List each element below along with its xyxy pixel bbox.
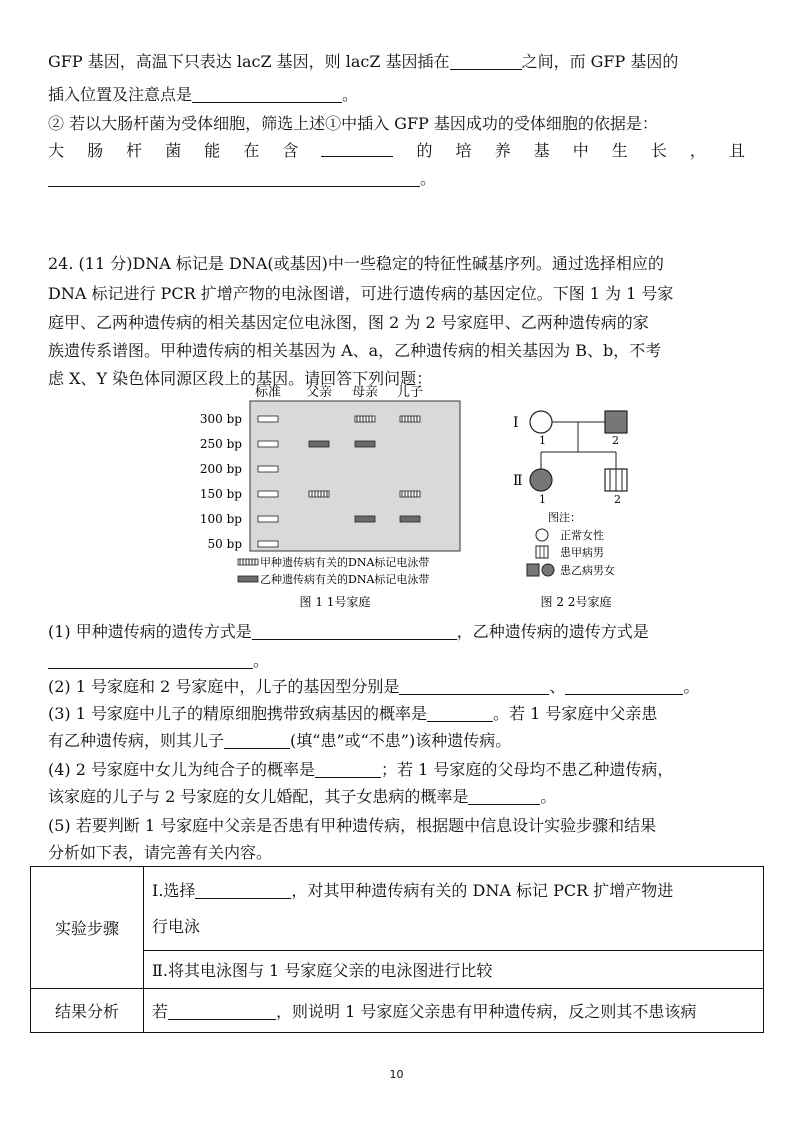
generation-label: Ⅰ (513, 415, 519, 431)
question-line (48, 786, 556, 808)
spaced-char: 中 (572, 141, 589, 160)
figure1-caption: 图 1 1号家庭 (299, 595, 371, 609)
answer-blank[interactable] (468, 788, 540, 805)
text: 。若 1 号家庭中父亲患 (493, 704, 658, 723)
question-line (48, 842, 272, 864)
yi-marker-band (309, 441, 329, 447)
standard-band (258, 466, 278, 472)
yi-marker-band (400, 516, 420, 522)
answer-blank[interactable] (315, 761, 381, 778)
spaced-char: 能 (204, 141, 221, 160)
question-line (48, 650, 269, 672)
answer-blank[interactable] (192, 86, 342, 103)
text: (2) 1 号家庭和 2 号家庭中，儿子的基因型分别是 (48, 677, 400, 696)
spaced-char: 在 (243, 141, 260, 160)
answer-blank[interactable] (48, 170, 420, 187)
column-label: 父亲 (305, 385, 333, 400)
answer-blank[interactable] (450, 53, 522, 70)
yi-marker-band (355, 441, 375, 447)
text: (1) 甲种遗传病的遗传方式是 (48, 622, 252, 641)
spread-text-line (48, 140, 745, 162)
spaced-char: 的 (416, 141, 433, 160)
spaced-char: 且 (728, 141, 745, 160)
legend-jia-label: 甲种遗传病有关的DNA标记电泳带 (260, 556, 430, 569)
text: 。 (540, 787, 557, 806)
generation-label: Ⅱ (513, 473, 523, 489)
text: ② 若以大肠杆菌为受体细胞，筛选上述①中插入 GFP 基因成功的受体细胞的依据是： (48, 114, 658, 133)
legend-title: 图注： (548, 511, 581, 524)
spaced-char: ， (689, 141, 706, 160)
text: 庭甲、乙两种遗传病的相关基因定位电泳图，图 2 为 2 号家庭甲、乙两种遗传病的家 (48, 313, 649, 332)
text: ；若 1 号家庭的父母均不患乙种遗传病， (381, 760, 674, 779)
legend-yi-label: 患乙病男女 (560, 564, 615, 577)
affected-yi-female-symbol (530, 469, 552, 491)
answer-blank[interactable] (427, 705, 493, 722)
column-label: 母亲 (351, 385, 379, 400)
text: 。 (683, 677, 700, 696)
spaced-char: 肠 (87, 141, 104, 160)
text: 行电泳 (152, 916, 201, 936)
text: DNA 标记进行 PCR 扩增产物的电泳图谱，可进行遗传病的基因定位。下图 1 为 1 号家 (48, 284, 674, 303)
spaced-char: 养 (494, 141, 511, 160)
text-line (48, 113, 658, 135)
jia-marker-band (355, 416, 375, 422)
question-stem-line (48, 340, 661, 362)
result-header: 结果分析 (31, 989, 144, 1033)
result-cell (144, 989, 764, 1033)
table-row (31, 867, 764, 951)
spaced-char: 杆 (126, 141, 143, 160)
text: GFP 基因，高温下只表达 lacZ 基因，则 lacZ 基因插在 (48, 52, 450, 71)
question-stem-line (48, 312, 649, 334)
text: 24. (11 分)DNA 标记是 DNA(或基因)中一些稳定的特征性碱基序列。通过选择相应的 (48, 254, 664, 273)
individual-number: 1 (539, 493, 546, 506)
standard-band (258, 441, 278, 447)
figure2-caption: 图 2 2号家庭 (540, 595, 612, 609)
spaced-char: 大 (48, 141, 65, 160)
step-2-cell: Ⅱ.将其电泳图与 1 号家庭父亲的电泳图进行比较 (144, 951, 764, 989)
text: (填“患”或“不患”)该种遗传病。 (290, 731, 512, 750)
normal-female-symbol (530, 411, 552, 433)
text: 分析如下表，请完善有关内容。 (48, 843, 273, 862)
text: 之间，而 GFP 基因的 (521, 52, 679, 71)
answer-blank[interactable] (195, 882, 291, 899)
answer-blank[interactable] (48, 652, 253, 669)
text: (3) 1 号家庭中儿子的精原细胞携带致病基因的概率是 (48, 704, 428, 723)
legend-normal-female-label: 正常女性 (560, 529, 604, 542)
spaced-char: 培 (455, 141, 472, 160)
legend-normal-female-icon (536, 529, 548, 541)
text-line (48, 168, 436, 190)
text-line (48, 51, 678, 73)
question-line (48, 621, 649, 643)
text: 、 (549, 677, 566, 696)
answer-blank[interactable] (399, 678, 549, 695)
gel-background (250, 401, 460, 551)
size-label: 250 bp (200, 437, 242, 451)
individual-number: 1 (539, 434, 546, 447)
text: 。 (253, 651, 270, 670)
legend-jia-swatch (238, 559, 258, 565)
column-label: 儿子 (396, 385, 424, 400)
jia-marker-band (400, 491, 420, 497)
text: (4) 2 号家庭中女儿为纯合子的概率是 (48, 760, 316, 779)
question-line (48, 815, 656, 837)
text-line (48, 84, 358, 106)
spaced-char: 生 (611, 141, 628, 160)
spaced-char: 基 (533, 141, 550, 160)
legend-yi-female-icon (542, 564, 554, 576)
standard-band (258, 491, 278, 497)
question-line (48, 676, 699, 698)
text: (5) 若要判断 1 号家庭中父亲是否患有甲种遗传病，根据题中信息设计实验步骤和结果 (48, 816, 657, 835)
step-1-cell (144, 867, 764, 951)
text: 。 (420, 169, 437, 188)
text: 。 (342, 85, 359, 104)
answer-blank[interactable] (565, 678, 683, 695)
answer-blank[interactable] (168, 1003, 276, 1020)
spaced-char: 长 (650, 141, 667, 160)
text: ，乙种遗传病的遗传方式是 (456, 622, 649, 641)
yi-marker-band (355, 516, 375, 522)
column-label: 标准 (254, 385, 282, 400)
legend-yi-label: 乙种遗传病有关的DNA标记电泳带 (260, 573, 430, 586)
text: ，则说明 1 号家庭父亲患有甲种遗传病，反之则其不患该病 (276, 1002, 697, 1021)
experiment-table (30, 866, 764, 1033)
text: 若 (152, 1002, 169, 1021)
answer-blank[interactable] (224, 732, 290, 749)
legend-yi-swatch (238, 576, 258, 582)
answer-blank[interactable] (252, 623, 457, 640)
text: 族遗传系谱图。甲种遗传病的相关基因为 A、a，乙种遗传病的相关基因为 B、b，不考 (48, 341, 662, 360)
table-row (31, 989, 764, 1033)
spaced-char: 菌 (165, 141, 182, 160)
individual-number: 2 (612, 434, 619, 447)
steps-header: 实验步骤 (31, 867, 144, 989)
size-labels (200, 412, 242, 551)
pedigree-figure (500, 400, 670, 615)
question-stem-line (48, 283, 673, 305)
jia-marker-band (400, 416, 420, 422)
affected-yi-male-symbol (605, 411, 627, 433)
text: 该家庭的儿子与 2 号家庭的女儿婚配，其子女患病的概率是 (48, 787, 469, 806)
text: Ⅰ.选择 (152, 880, 196, 900)
electrophoresis-figure (200, 380, 480, 615)
size-label: 200 bp (200, 462, 242, 476)
answer-blank[interactable] (321, 140, 393, 157)
jia-marker-band (309, 491, 329, 497)
text: 虑 X、Y 染色体同源区段上的基因。请回答下列问题： (48, 369, 433, 388)
standard-band (258, 541, 278, 547)
legend-jia-male-label: 患甲病男 (560, 546, 604, 559)
spaced-char: 含 (282, 141, 299, 160)
standard-band (258, 416, 278, 422)
gel-column-labels (255, 384, 423, 400)
question-line (48, 703, 657, 725)
affected-jia-male-symbol (605, 469, 627, 491)
legend-yi-male-icon (527, 564, 539, 576)
legend-jia-male-icon (536, 546, 548, 558)
question-line (48, 759, 673, 781)
size-label: 300 bp (200, 412, 242, 426)
standard-band (258, 516, 278, 522)
question-line (48, 730, 511, 752)
text: ，对其甲种遗传病有关的 DNA 标记 PCR 扩增产物进 (291, 880, 674, 900)
question-stem-line (48, 253, 664, 275)
text: 插入位置及注意点是 (48, 85, 193, 104)
size-label: 150 bp (200, 487, 242, 501)
size-label: 100 bp (200, 512, 242, 526)
text: 有乙种遗传病，则其儿子 (48, 731, 225, 750)
size-label: 50 bp (207, 537, 242, 551)
page-number: 10 (389, 1068, 404, 1081)
individual-number: 2 (614, 493, 621, 506)
